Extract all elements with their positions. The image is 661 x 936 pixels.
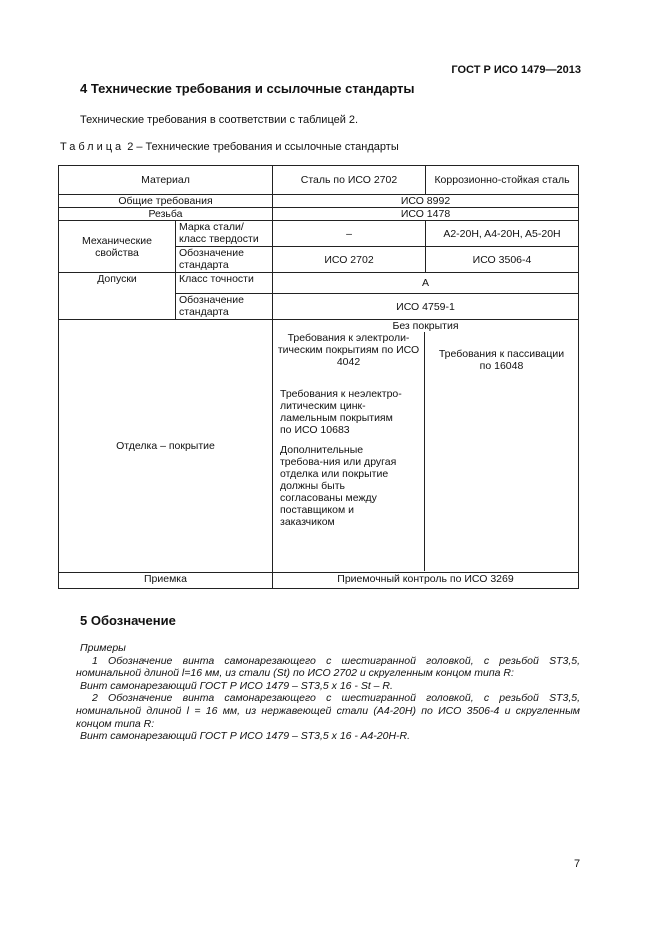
row-general-label: Общие требования [59, 195, 273, 208]
row-tol-class-label: Класс точности [176, 273, 273, 294]
row-finish-label: Отделка – покрытие [59, 320, 273, 573]
finish-passivation: Требования к пассивации по 16048 [438, 348, 565, 372]
row-tol-std-label: Обозначение стандарта [176, 294, 273, 320]
row-mech-std-steel: ИСО 2702 [273, 247, 426, 273]
example-1-designation: Винт самонарезающий ГОСТ Р ИСО 1479 – ST3,5 x 16 - St – R. [80, 679, 393, 692]
row-tol-label: Допуски [59, 273, 176, 320]
section-4-intro: Технические требования в соответствии с таблицей 2. [80, 114, 359, 126]
row-thread-label: Резьба [59, 208, 273, 221]
header-steel: Сталь по ИСО 2702 [273, 166, 426, 195]
table-header-row [59, 166, 579, 195]
row-acceptance-label: Приемка [59, 573, 273, 589]
row-mech-std-stainless: ИСО 3506-4 [426, 247, 579, 273]
row-mech-label: Механические свойства [59, 221, 176, 273]
finish-nonelectro: Требования к неэлектро-литическим цинк-ламельным покрытиям по ИСО 10683 [280, 388, 402, 436]
row-finish-value [273, 320, 579, 573]
table-row [59, 195, 579, 208]
page-number: 7 [574, 858, 581, 870]
row-mech-grade-steel: – [273, 221, 426, 247]
finish-steel-column [273, 332, 425, 571]
table-row [59, 273, 579, 294]
row-mech-std-label: Обозначение стандарта [176, 247, 273, 273]
row-acceptance-value: Приемочный контроль по ИСО 3269 [273, 573, 579, 589]
section-4-title: 4 Технические требования и ссылочные стандарты [80, 81, 415, 96]
examples-block [76, 642, 580, 743]
example-2-designation: Винт самонарезающий ГОСТ Р ИСО 1479 – ST3,5 x 16 - A4-20H-R. [80, 730, 411, 743]
row-tol-std-value: ИСО 4759-1 [273, 294, 579, 320]
table-row [59, 573, 579, 589]
table-caption [60, 141, 399, 153]
example-1: 1 Обозначение винта самонарезающего с шестигранной головкой, с резьбой ST3,5, номинальной длиной l=16 мм, из стали (St) по ИСО 2702 и скругленным концом типа R: [76, 654, 580, 680]
header-material: Материал [59, 166, 273, 195]
row-mech-grade-stainless: A2-20H, A4-20H, A5-20H [426, 221, 579, 247]
row-mech-grade-label: Марка стали/ класс твердости [176, 221, 273, 247]
requirements-table [58, 165, 579, 589]
finish-other: Дополнительные требова-ния или другая отделка или покрытие должны быть согласованы между поставщиком и заказчиком [280, 444, 397, 528]
finish-electro: Требования к электроли-тическим покрытиям по ИСО 4042 [277, 332, 420, 368]
table-caption-prefix: Таблица [60, 141, 125, 153]
example-2: 2 Обозначение винта самонарезающего с шестигранной головкой, с резьбой ST3,5, номинальной длиной l = 16 мм, из нержавеющей стали (A4-20H) по ИСО 3506-4 и скругленным концом типа R: [76, 692, 580, 730]
examples-title: Примеры [80, 642, 126, 654]
row-thread-value: ИСО 1478 [273, 208, 579, 221]
section-5-title: 5 Обозначение [80, 613, 176, 628]
document-code: ГОСТ Р ИСО 1479—2013 [451, 64, 581, 76]
table-row [59, 221, 579, 247]
row-general-value: ИСО 8992 [273, 195, 579, 208]
table-row [59, 320, 579, 573]
table-row [59, 208, 579, 221]
row-tol-class-value: A [273, 273, 579, 294]
table-caption-text: 2 – Технические требования и ссылочные стандарты [124, 141, 399, 153]
finish-no-coating: Без покрытия [392, 320, 459, 332]
header-stainless: Коррозионно-стойкая сталь [426, 166, 579, 195]
